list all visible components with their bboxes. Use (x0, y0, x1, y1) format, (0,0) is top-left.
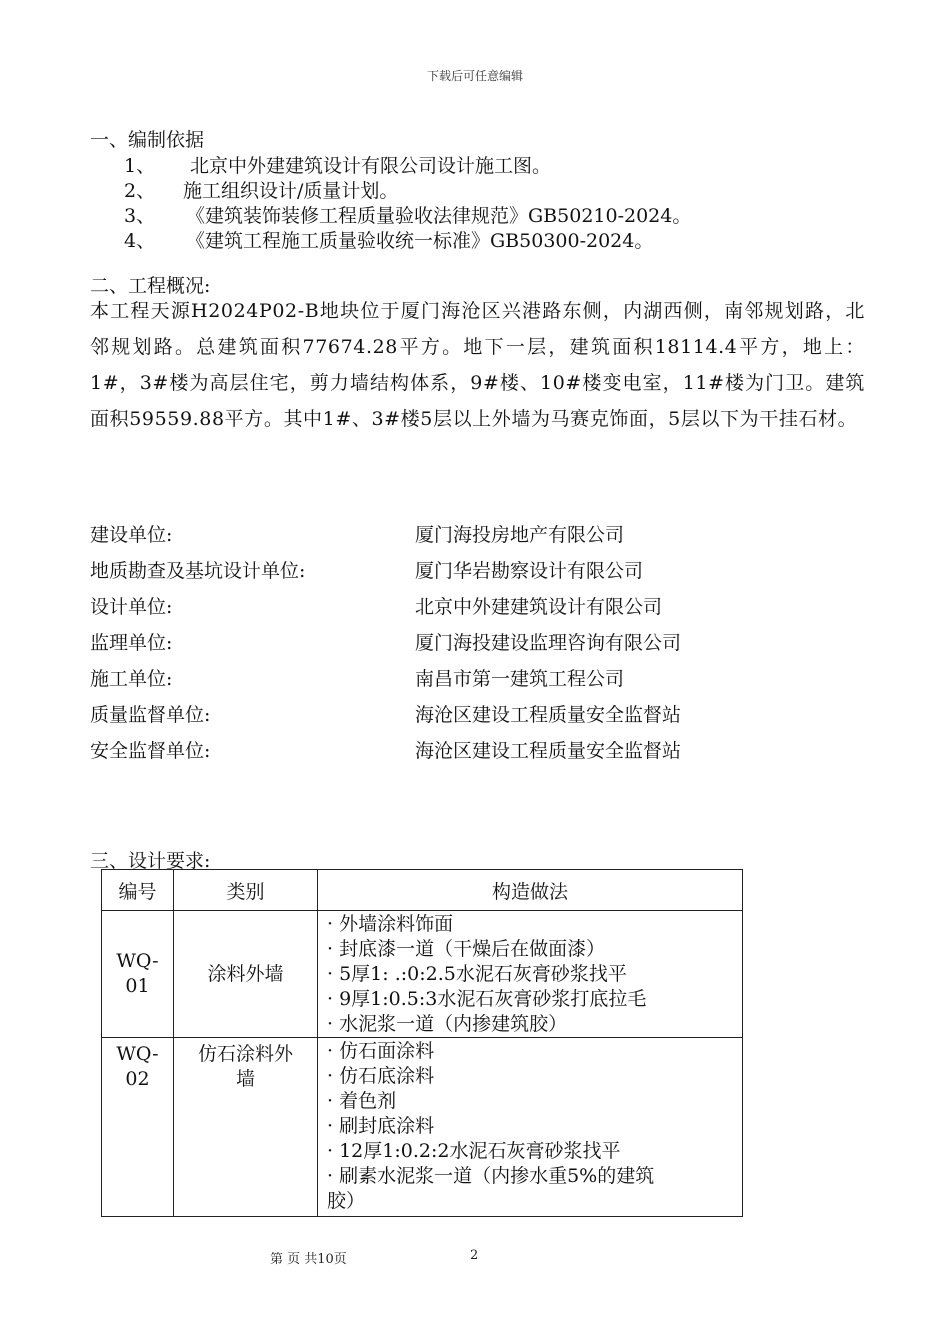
row-category-line: 仿石涂料外 (197, 1043, 293, 1065)
construction-step: · 封底漆一道（干燥后在做面漆） (327, 937, 606, 960)
header-cell-category: 类别 (174, 870, 318, 911)
row-code-cell (102, 911, 174, 1038)
unit-label: 设计单位: (90, 596, 173, 618)
unit-value: 南昌市第一建筑工程公司 (415, 668, 625, 690)
basis-item-number: 3、 (124, 205, 156, 227)
header-cell-construction: 构造做法 (318, 870, 743, 911)
basis-item-text: 《建筑工程施工质量验收统一标准》GB50300-2024。 (186, 230, 654, 252)
unit-label: 地质勘查及基坑设计单位: (90, 560, 306, 582)
overview-paragraph: 本工程天源H2024P02-B地块位于厦门海沧区兴港路东侧，内湖西侧，南邻规划路，北邻规划路。总建筑面积77674.28平方。地下一层，建筑面积18114.4平方，地上：1#，3#楼为高层住宅，剪力墙结构体系，9#楼、10#楼变电室，11#楼为门卫。建筑面积59559.88平方。其中1#、3#楼5层以上外墙为马赛克饰面，5层以下为干挂石材。 (90, 300, 865, 430)
table-row (102, 1038, 743, 1217)
header-cell-code: 编号 (102, 870, 174, 911)
construction-step: · 9厚1:0.5:3水泥石灰膏砂浆打底拉毛 (327, 987, 647, 1010)
row-steps-cell (318, 911, 743, 1038)
unit-label: 施工单位: (90, 668, 173, 690)
basis-item-text: 北京中外建建筑设计有限公司设计施工图。 (190, 155, 552, 177)
basis-item-text: 施工组织设计/质量计划。 (183, 180, 399, 202)
row-code-line: WQ- (116, 1043, 159, 1065)
row-steps-cell (318, 1038, 743, 1217)
row-category-line: 墙 (235, 1068, 255, 1090)
basis-item-number: 2、 (124, 180, 156, 202)
unit-value: 厦门海投建设监理咨询有限公司 (415, 632, 682, 654)
page-header-note: 下载后可任意编辑 (426, 69, 523, 83)
footer-page-text: 第 页 共10页 (270, 1252, 347, 1267)
construction-step: · 5厚1: .:0:2.5水泥石灰膏砂浆找平 (327, 962, 627, 985)
unit-value: 厦门华岩勘察设计有限公司 (415, 560, 644, 582)
row-code-line: 02 (125, 1068, 150, 1090)
row-code-line: WQ- (116, 950, 159, 972)
construction-step: · 水泥浆一道（内掺建筑胶） (327, 1012, 568, 1035)
unit-value: 海沧区建设工程质量安全监督站 (415, 704, 682, 726)
unit-label: 监理单位: (90, 632, 173, 654)
section-title-basis: 一、编制依据 (90, 129, 205, 151)
row-code-line: 01 (125, 975, 150, 997)
design-requirements-table (101, 869, 743, 1217)
construction-step: · 12厚1:0.2:2水泥石灰膏砂浆找平 (327, 1140, 621, 1162)
unit-label: 建设单位: (90, 524, 173, 546)
row-category-cell (174, 1038, 318, 1217)
footer-page-number: 2 (470, 1248, 479, 1263)
row-code-cell (102, 1038, 174, 1217)
construction-step: · 外墙涂料饰面 (327, 912, 454, 935)
construction-step: · 着色剂 (327, 1090, 397, 1112)
row-category-cell (174, 911, 318, 1038)
row-category-line: 涂料外墙 (207, 962, 284, 985)
construction-step: · 仿石底涂料 (327, 1065, 435, 1087)
section-title-overview: 二、工程概况: (90, 275, 211, 297)
section-title-design: 三、设计要求: (90, 850, 211, 872)
basis-item-number: 4、 (124, 230, 156, 252)
unit-label: 安全监督单位: (90, 740, 211, 762)
basis-item-number: 1、 (124, 155, 156, 177)
unit-label: 质量监督单位: (90, 704, 211, 726)
construction-step: · 刷素水泥浆一道（内掺水重5%的建筑 (327, 1165, 655, 1187)
construction-step: · 刷封底涂料 (327, 1115, 435, 1137)
construction-step: 胶） (327, 1190, 366, 1212)
basis-item-text: 《建筑装饰装修工程质量验收法律规范》GB50210-2024。 (186, 205, 692, 227)
table-row (102, 911, 743, 1038)
construction-step: · 仿石面涂料 (327, 1040, 435, 1062)
unit-value: 北京中外建建筑设计有限公司 (415, 596, 663, 618)
unit-value: 海沧区建设工程质量安全监督站 (415, 740, 682, 762)
unit-value: 厦门海投房地产有限公司 (415, 524, 625, 546)
table-header-row (102, 870, 743, 911)
